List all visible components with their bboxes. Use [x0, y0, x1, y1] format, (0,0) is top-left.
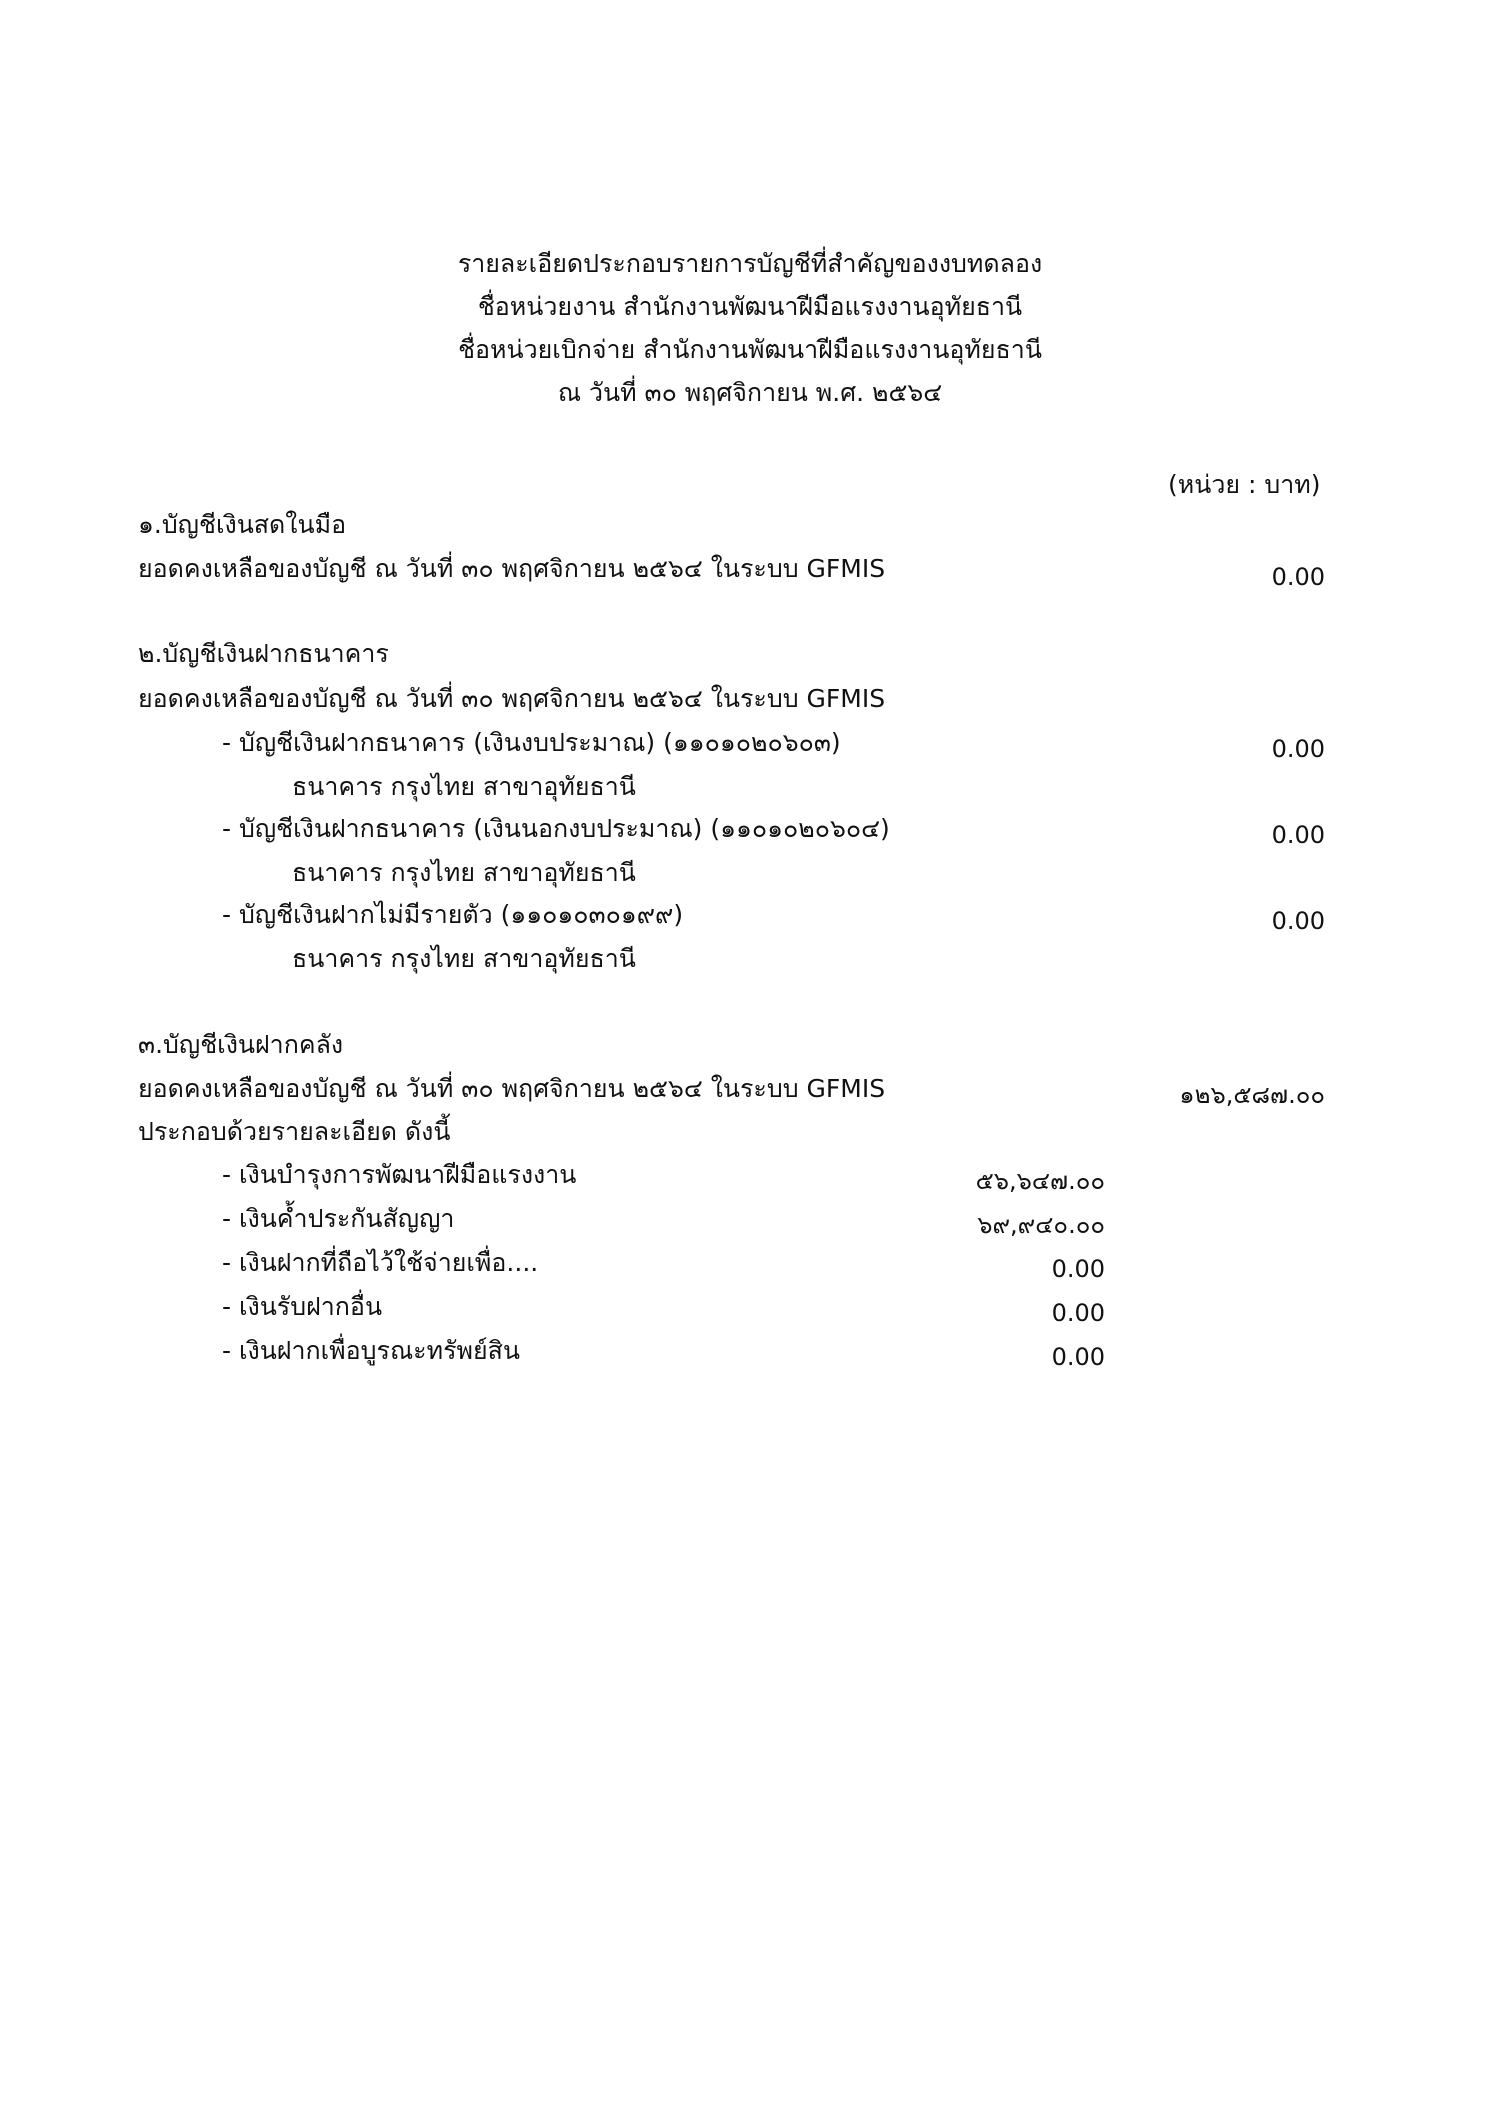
section2-account-value: 0.00 — [1271, 735, 1325, 763]
agency-name: ชื่อหน่วยงาน สำนักงานพัฒนาฝีมือแรงงานอุทัยธานี — [477, 292, 1023, 321]
unit-label: (หน่วย : บาท) — [1168, 470, 1321, 499]
section2-account-value: 0.00 — [1271, 821, 1325, 849]
section3-item-name: - เงินฝากที่ถือไว้ใช้จ่ายเพื่อ.... — [222, 1248, 539, 1277]
section3-item-value: 0.00 — [1051, 1343, 1105, 1371]
section2-balance-label: ยอดคงเหลือของบัญชี ณ วันที่ ๓๐ พฤศจิกายน ๒๕๖๔ ในระบบ GFMIS — [138, 684, 886, 713]
section3-balance-value: ๑๒๖,๕๘๗.๐๐ — [1179, 1081, 1325, 1109]
section3-detail-label: ประกอบด้วยรายละเอียด ดังนี้ — [138, 1117, 451, 1146]
section2-account-bank: ธนาคาร กรุงไทย สาขาอุทัยธานี — [292, 858, 636, 887]
section3-balance-label: ยอดคงเหลือของบัญชี ณ วันที่ ๓๐ พฤศจิกายน ๒๕๖๔ ในระบบ GFMIS — [138, 1074, 886, 1103]
section2-account-value: 0.00 — [1271, 907, 1325, 935]
section1-heading: ๑.บัญชีเงินสดในมือ — [138, 510, 347, 539]
section2-account-name: - บัญชีเงินฝากธนาคาร (เงินนอกงบประมาณ) (๑๑๐๑๐๒๐๖๐๔) — [222, 814, 890, 843]
document-title: รายละเอียดประกอบรายการบัญชีที่สำคัญของงบทดลอง — [457, 249, 1043, 278]
section1-balance-label: ยอดคงเหลือของบัญชี ณ วันที่ ๓๐ พฤศจิกายน ๒๕๖๔ ในระบบ GFMIS — [138, 554, 886, 583]
section3-heading: ๓.บัญชีเงินฝากคลัง — [138, 1030, 344, 1059]
section3-item-name: - เงินค้ำประกันสัญญา — [222, 1204, 455, 1233]
section1-balance-value: 0.00 — [1271, 563, 1325, 591]
section3-item-name: - เงินฝากเพื่อบูรณะทรัพย์สิน — [222, 1336, 520, 1365]
section2-account-bank: ธนาคาร กรุงไทย สาขาอุทัยธานี — [292, 772, 636, 801]
section3-item-value: 0.00 — [1051, 1255, 1105, 1283]
section2-account-bank: ธนาคาร กรุงไทย สาขาอุทัยธานี — [292, 944, 636, 973]
section3-item-value: ๖๙,๙๔๐.๐๐ — [977, 1211, 1105, 1239]
disbursing-unit-name: ชื่อหน่วยเบิกจ่าย สำนักงานพัฒนาฝีมือแรงงานอุทัยธานี — [458, 335, 1042, 364]
section3-item-name: - เงินบำรุงการพัฒนาฝีมือแรงงาน — [222, 1160, 577, 1189]
section3-item-value: 0.00 — [1051, 1299, 1105, 1327]
section2-account-name: - บัญชีเงินฝากไม่มีรายตัว (๑๑๐๑๐๓๐๑๙๙) — [222, 900, 684, 929]
section3-item-name: - เงินรับฝากอื่น — [222, 1292, 383, 1321]
section3-item-value: ๕๖,๖๔๗.๐๐ — [975, 1167, 1105, 1195]
report-date: ณ วันที่ ๓๐ พฤศจิกายน พ.ศ. ๒๕๖๔ — [557, 378, 943, 407]
section2-heading: ๒.บัญชีเงินฝากธนาคาร — [138, 639, 389, 668]
section2-account-name: - บัญชีเงินฝากธนาคาร (เงินงบประมาณ) (๑๑๐๑๐๒๐๖๐๓) — [222, 728, 841, 757]
